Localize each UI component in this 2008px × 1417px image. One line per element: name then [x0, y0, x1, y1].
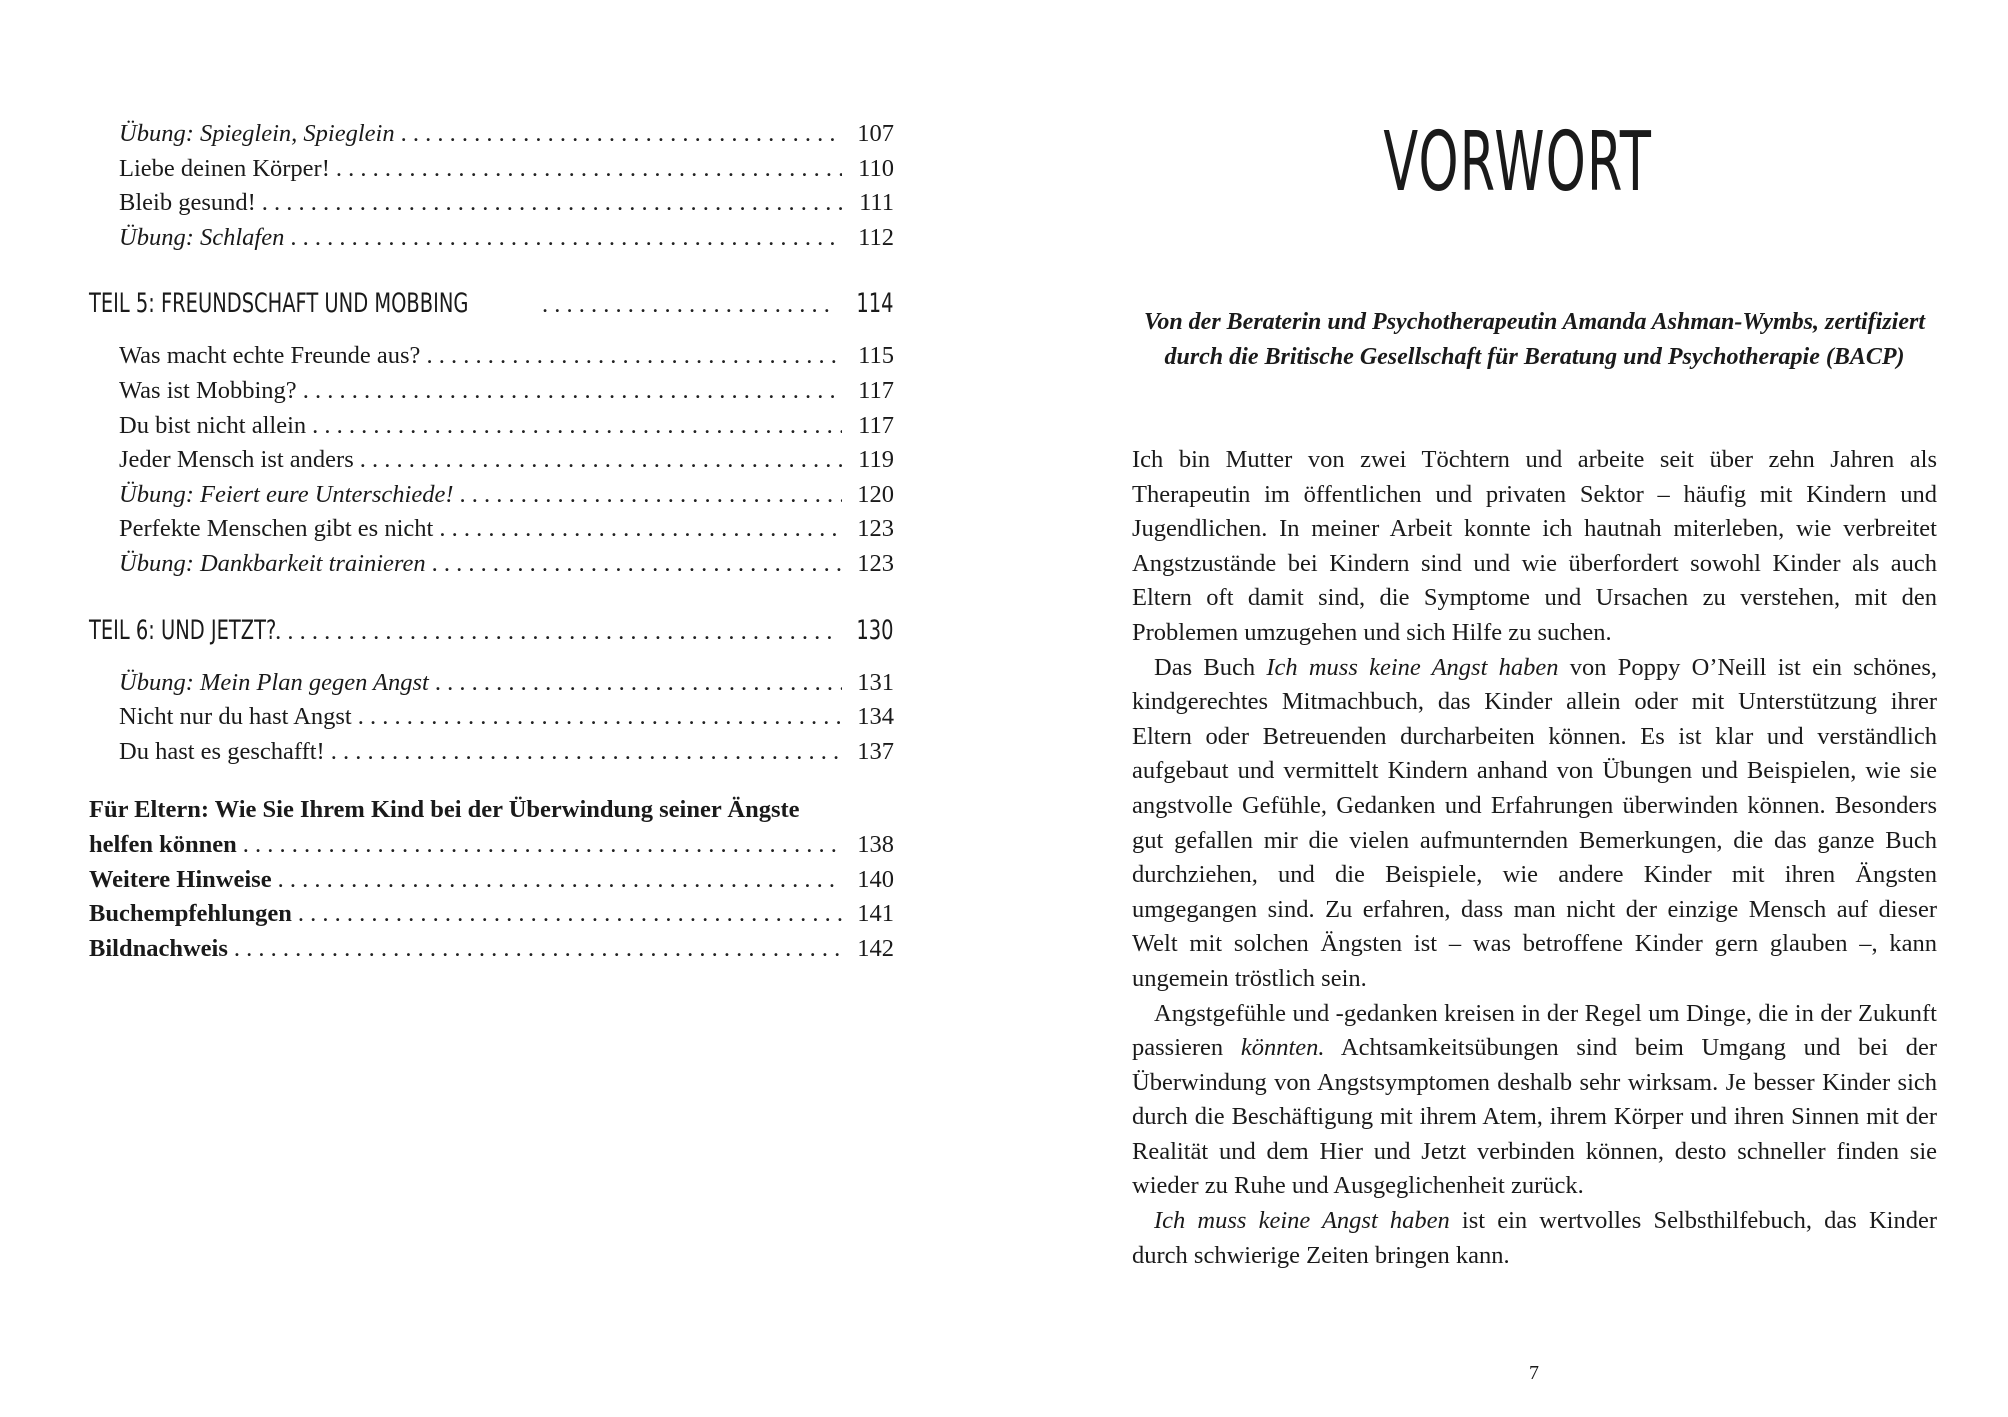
- dot-leader: [243, 828, 842, 863]
- toc-entry-title: TEIL 6: UND JETZT?: [89, 614, 277, 646]
- toc-entry: [89, 863, 894, 898]
- toc-page-number: 134: [857, 703, 894, 731]
- toc-entry: [89, 117, 894, 152]
- toc-entry-title: Übung: Mein Plan gegen Angst: [119, 668, 429, 696]
- toc-entry-title: Für Eltern: Wie Sie Ihrem Kind bei der Überwindung seiner Ängste: [89, 796, 800, 824]
- toc-page-number: 123: [857, 549, 894, 577]
- toc-entry-title: Bleib gesund!: [119, 189, 256, 217]
- paragraph-text: Ich bin Mutter von zwei Töchtern und arbeite seit über zehn Jahren als Therapeutin im öffentlichen und privaten Sektor – häufig mit Kindern und Jugendlichen. In meiner Arbeit konnte ich hautnah miterleben, wie verbreitet Angstzustände bei Kindern sind und wie überfordert sowohl Kinder als auch Eltern oft damit sind, die Symptome und Ursachen zu verstehen, mit den Problemen umzugehen und sich Hilfe zu suchen.: [1132, 446, 1937, 646]
- toc-page-number: 115: [858, 342, 894, 370]
- dot-leader: [426, 339, 842, 374]
- toc-entry: [89, 897, 894, 932]
- dot-leader: [401, 117, 842, 152]
- toc-entry: [89, 547, 894, 582]
- toc-page-number: 107: [857, 120, 894, 147]
- toc-entry: [89, 666, 894, 701]
- dot-leader: [234, 932, 842, 967]
- toc-page-number: 131: [857, 668, 894, 696]
- toc-entry-title: Übung: Dankbarkeit trainieren: [119, 549, 426, 577]
- toc-entry-title: Du hast es geschafft!: [119, 737, 325, 765]
- paragraph-text: ist ein wertvolles Selbsthilfebuch, das Kinder durch schwierige Zeiten bringen kann.: [1132, 1207, 1937, 1269]
- dot-leader: [360, 443, 842, 478]
- toc-page-number: 117: [858, 411, 894, 439]
- foreword-paragraph: [1132, 651, 1937, 997]
- right-page: [1004, 0, 2008, 1417]
- toc-entry-title: Du bist nicht allein: [119, 411, 307, 439]
- toc-page-number: 130: [856, 614, 894, 646]
- toc-entry-title: Übung: Feiert eure Unterschiede!: [119, 480, 454, 508]
- toc-entry: [89, 409, 894, 444]
- paragraph-text: Das Buch: [1154, 653, 1267, 681]
- toc-page-number: 141: [857, 900, 894, 928]
- toc-entry: [89, 735, 894, 770]
- toc-page-number: 111: [859, 189, 894, 217]
- dot-leader: [298, 897, 842, 932]
- toc-entry-title: helfen können: [89, 830, 237, 858]
- toc-entry-title: Bildnachweis: [89, 934, 228, 962]
- toc-page-number: 123: [857, 515, 894, 543]
- dot-leader: [460, 478, 843, 513]
- toc-entry: [89, 339, 894, 374]
- toc-page-number: 112: [858, 223, 894, 251]
- paragraph-text: Angstgefühle und -gedanken kreisen in der Regel um Dinge, die in der Zukunft passieren: [1132, 999, 1937, 1062]
- toc-entry: [89, 186, 894, 221]
- toc-page-number: 137: [857, 737, 894, 765]
- toc-entry-title: Liebe deinen Körper!: [119, 154, 330, 182]
- toc-entry: [89, 478, 894, 513]
- foreword-title: VORWORT: [1383, 115, 1653, 210]
- foreword-paragraph: [1132, 997, 1937, 1205]
- dot-leader: [275, 607, 832, 657]
- foreword-paragraph: [1132, 443, 1937, 651]
- dot-leader: [290, 221, 842, 256]
- toc-page-number: 120: [857, 480, 894, 508]
- toc-section-heading: [89, 279, 894, 329]
- book-title-emphasis: Ich muss keine Angst haben: [1266, 653, 1559, 681]
- toc-entry-title: TEIL 5: FREUNDSCHAFT UND MOBBING: [89, 288, 469, 320]
- dot-leader: [278, 863, 842, 898]
- toc-entry: [89, 932, 894, 967]
- toc-entry: [89, 700, 894, 735]
- foreword-body: [1132, 443, 1937, 1273]
- page-number: 7: [1529, 1362, 1539, 1384]
- dot-leader: [336, 152, 842, 187]
- paragraph-text: Achtsamkeitsübungen sind beim Umgang und bei der Überwindung von Angstsymptomen deshalb sehr wirksam. Je besser Kinder sich durch die Beschäftigung mit ihrem Atem, ihrem Körper und ihren Sinnen mit der Realität und dem Hier und Jetzt verbinden können, desto schneller finden sie wieder zu Ruhe und Ausgeglichenheit zurück.: [1132, 1034, 1937, 1200]
- dot-leader: [303, 374, 842, 409]
- dot-leader: [542, 280, 832, 330]
- toc-entry: [89, 152, 894, 187]
- foreword-intro: Von der Beraterin und Psychotherapeutin Amanda Ashman-Wymbs, zertifiziert durch die Britische Gesellschaft für Beratung und Psychotherapie (BACP): [1143, 309, 1926, 370]
- toc-page-number: 114: [856, 288, 894, 320]
- book-title-emphasis: Ich muss keine Angst haben: [1154, 1207, 1450, 1235]
- dot-leader: [439, 512, 842, 547]
- toc-entry-title: Perfekte Menschen gibt es nicht: [119, 515, 434, 543]
- toc-entry: [89, 512, 894, 547]
- dot-leader: [432, 547, 842, 582]
- paragraph-text: von Poppy O’Neill ist ein schönes, kindgerechtes Mitmachbuch, das Kinder allein oder mit Unterstützung ihrer Eltern oder Betreuenden durcharbeiten können. Es ist klar und verständlich aufgebaut und vermittelt Kindern anhand von Übungen und Beispielen, wie sie angstvolle Gefühle, Gedanken und Erfahrungen überwinden können. Besonders gut gefallen mir die vielen aufmunternden Bemerkungen, die das ganze Buch durchziehen, und die Beispiele, wie andere Kinder mit ihren Ängsten umgegangen sind. Zu erfahren, dass man nicht der einzige Mensch auf dieser Welt mit solchen Ängsten ist – was betroffene Kinder gern glauben –, kann ungemein tröstlich sein.: [1132, 653, 1937, 992]
- dot-leader: [435, 666, 842, 701]
- toc-entry-title: Weitere Hinweise: [89, 865, 272, 893]
- toc-section-heading: [89, 606, 894, 656]
- dot-leader: [358, 700, 842, 735]
- dot-leader: [262, 186, 842, 221]
- table-of-contents: [89, 117, 894, 966]
- toc-entry-title: Übung: Schlafen: [119, 223, 285, 251]
- toc-entry-title: Nicht nur du hast Angst: [119, 703, 352, 731]
- toc-entry: [89, 828, 894, 863]
- toc-page-number: 140: [857, 865, 894, 893]
- toc-page-number: 119: [858, 446, 894, 474]
- toc-page-number: 142: [857, 934, 894, 962]
- foreword-paragraph: [1132, 1204, 1937, 1273]
- dot-leader: [312, 409, 842, 444]
- toc-entry: [89, 443, 894, 478]
- toc-entry: [89, 221, 894, 256]
- dot-leader: [331, 735, 842, 770]
- toc-entry-title: Jeder Mensch ist anders: [119, 446, 354, 474]
- book-title-emphasis: könnten.: [1240, 1034, 1325, 1062]
- toc-entry-title: Was ist Mobbing?: [119, 376, 297, 404]
- toc-entry-title: Übung: Spieglein, Spieglein: [119, 120, 395, 147]
- toc-page-number: 117: [858, 376, 894, 404]
- toc-entry: [89, 793, 894, 828]
- toc-entry-title: Buchempfehlungen: [89, 900, 292, 928]
- toc-page-number: 138: [857, 830, 894, 858]
- toc-entry-title: Was macht echte Freunde aus?: [119, 342, 421, 370]
- toc-entry: [89, 374, 894, 409]
- toc-page-number: 110: [858, 154, 894, 182]
